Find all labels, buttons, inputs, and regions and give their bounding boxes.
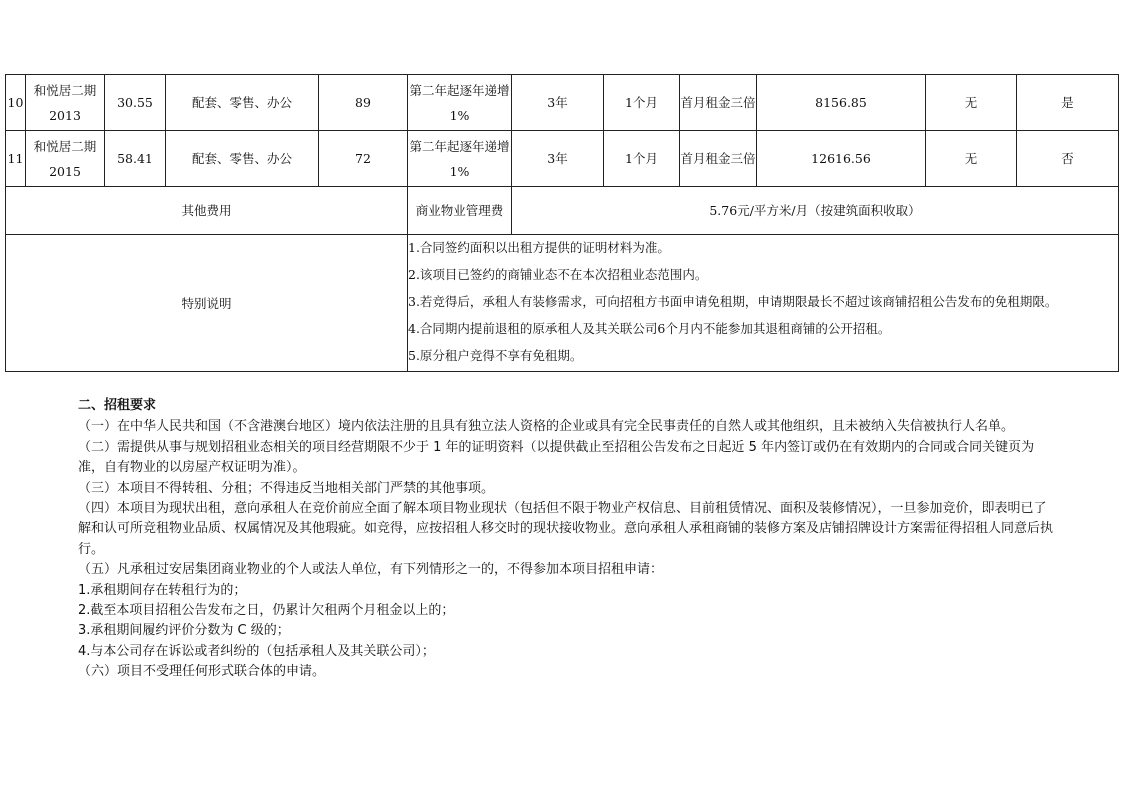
unit-area: 58.41: [105, 131, 166, 187]
other-fees-row: [6, 187, 1119, 235]
table-row: [6, 75, 1119, 131]
table-row: [6, 131, 1119, 187]
note-item: 3.若竞得后，承租人有装修需求，可向招租方书面申请免租期，申请期限最长不超过该商铺招租公告发布的免租期限。: [408, 294, 1058, 309]
rent-increase: 第二年起逐年递增1%: [408, 75, 512, 131]
note-item: 4.合同期内提前退租的原承租人及其关联公司6个月内不能参加其退租商铺的公开招租。: [408, 321, 891, 336]
row-no: 11: [6, 131, 26, 187]
unit-value: 72: [319, 131, 408, 187]
requirement-item: （六）项目不受理任何形式联合体的申请。: [78, 664, 326, 680]
requirement-item: 2.截至本项目招租公告发布之日，仍累计欠租两个月租金以上的；: [78, 603, 455, 619]
col-12: 是: [1017, 75, 1119, 131]
lease-table: [5, 74, 1119, 372]
unit-value: 89: [319, 75, 408, 131]
col-11: 无: [926, 75, 1017, 131]
management-fee-name: 商业物业管理费: [408, 187, 512, 235]
requirement-item: （三）本项目不得转租、分租；不得违反当地相关部门严禁的其他事项。: [78, 480, 495, 496]
note-item: 2.该项目已签约的商铺业态不在本次招租业态范围内。: [408, 267, 708, 282]
special-notes-label: 特别说明: [6, 235, 408, 372]
unit-use: 配套、零售、办公: [166, 131, 319, 187]
rent-amount: 8156.85: [757, 75, 926, 131]
requirement-item: （一）在中华人民共和国（不含港澳台地区）境内依法注册的且具有独立法人资格的企业或具有完全民事责任的自然人或其他组织，且未被纳入失信被执行人名单。: [78, 419, 1015, 435]
deposit: 首月租金三倍: [680, 75, 757, 131]
special-notes-row: [6, 235, 1119, 372]
lease-term: 3年: [512, 131, 604, 187]
requirement-item: （五）凡承租过安居集团商业物业的个人或法人单位，有下列情形之一的，不得参加本项目招租申请：: [78, 562, 664, 578]
management-fee-value: 5.76元/平方米/月（按建筑面积收取）: [512, 187, 1119, 235]
rent-amount: 12616.56: [757, 131, 926, 187]
requirement-item: （四）本项目为现状出租，意向承租人在竞价前应全面了解本项目物业现状（包括但不限于物业产权信息、目前租赁情况、面积及装修情况），一旦参加竞价，即表明已了解和认可所竞租物业品质、权属情况及其他瑕疵。如竞得，应按招租人移交时的现状接收物业。意向承租人承租商铺的装修方案及店铺招牌设计方案需征得招租人同意后执行。: [78, 501, 1054, 557]
requirements-section: [78, 396, 1058, 683]
requirement-item: 4.与本公司存在诉讼或者纠纷的（包括承租人及其关联公司）；: [78, 643, 435, 659]
deposit: 首月租金三倍: [680, 131, 757, 187]
col-11: 无: [926, 131, 1017, 187]
requirement-item: 3.承租期间履约评价分数为 C 级的；: [78, 623, 290, 639]
row-no: 10: [6, 75, 26, 131]
unit-name: 和悦居二期2013: [26, 75, 105, 131]
note-item: 1.合同签约面积以出租方提供的证明材料为准。: [408, 240, 670, 255]
special-notes: [408, 235, 1119, 372]
unit-use: 配套、零售、办公: [166, 75, 319, 131]
requirement-item: 1.承租期间存在转租行为的；: [78, 582, 247, 598]
rent-free: 1个月: [604, 131, 680, 187]
other-fees-label: 其他费用: [6, 187, 408, 235]
unit-name: 和悦居二期2015: [26, 131, 105, 187]
lease-term: 3年: [512, 75, 604, 131]
section-title: 二、招租要求: [78, 398, 157, 413]
rent-free: 1个月: [604, 75, 680, 131]
requirement-item: （二）需提供从事与规划招租业态相关的项目经营期限不少于 1 年的证明资料（以提供截止至招租公告发布之日起近 5 年内签订或仍在有效期内的合同或合同关键页为准，自有物业的以房屋产权证明为准）。: [78, 439, 1035, 476]
note-item: 5.原分租户竞得不享有免租期。: [408, 348, 583, 363]
unit-area: 30.55: [105, 75, 166, 131]
rent-increase: 第二年起逐年递增1%: [408, 131, 512, 187]
col-12: 否: [1017, 131, 1119, 187]
